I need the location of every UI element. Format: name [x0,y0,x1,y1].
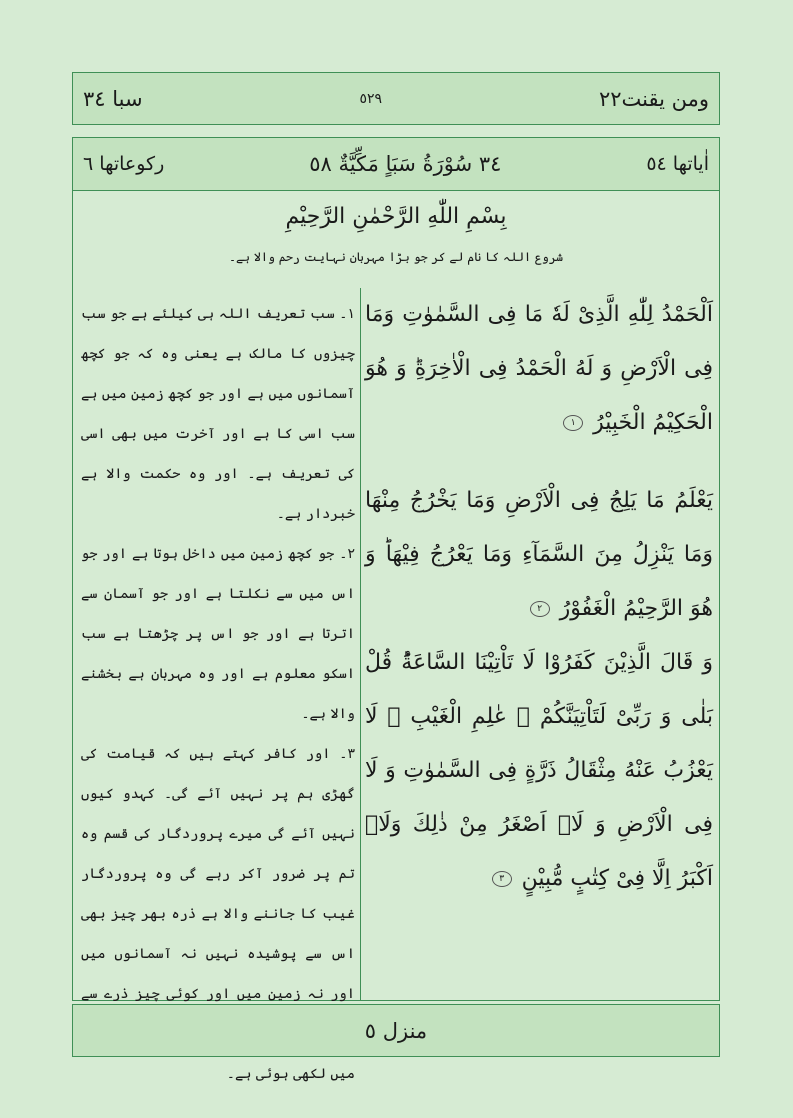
ayah-end-marker-icon: ٣ [492,871,512,887]
ayah-arabic: وَ قَالَ الَّذِيْنَ كَفَرُوْا لَا تَاْتِيْنَا السَّاعَةُؕ قُلْ بَلٰى وَ رَبِّىْ لَتَاْتِيَنَّكُمْ ۙ عٰلِمِ الْغَيْبِ ۚ لَا يَعْزُبُ عَنْهُ مِثْقَالُ ذَرَّةٍ فِى السَّمٰوٰتِ وَ لَا فِى الْاَرْضِ وَ لَاۤ اَصْغَرُ مِنْ ذٰلِكَ وَلَاۤ اَكْبَرُ اِلَّا فِىْ كِتٰبٍ مُّبِيْنٍ ٣ [365,650,713,891]
bismillah: بِسْمِ اللّٰهِ الرَّحْمٰنِ الرَّحِيْمِ [285,204,507,229]
column-divider [360,288,361,1000]
page-number: ٥٢٩ [359,90,383,107]
juz-name: ومن يقنت٢٢ [598,86,709,111]
surah-short-name: سبا ٣٤ [83,86,143,111]
ayah-translation: ۲۔ جو کچھ زمین میں داخل ہوتا ہے اور جو اس میں سے نکلتا ہے اور جو آسمان سے اترتا ہے اور جو اس پر چڑھتا ہے سب اسکو معلوم ہے اور وہ مہربان ہے بخشنے والا ہے۔ [81,546,355,722]
arabic-text-column [365,288,713,906]
urdu-translation-column [81,294,355,1094]
bismillah-translation: شروع اللہ کا نام لے کر جو بڑا مہربان نہایت رحم والا ہے۔ [228,250,564,264]
surah-title: ٣٤ سُوْرَةُ سَبَاٍ مَكِّيَّةٌ ٥٨ [309,152,502,176]
surah-header [73,138,719,191]
ayah-end-marker-icon: ٢ [530,601,550,617]
ayat-count: اٰياتها ٥٤ [646,153,709,175]
ayah-translation: ۳۔ اور کافر کہتے ہیں کہ قیامت کی گھڑی ہم پر نہیں آئے گی۔ کہدو کیوں نہیں آئے گی میرے پروردگار کی قسم وہ تم پر ضرور آکر رہے گی وہ پروردگار غیب کا جاننے والا ہے ذرہ بھر چیز بھی اس سے پوشیدہ نہیں نہ آسمانوں میں اور نہ زمین میں اور کوئی چیز ذرے سے میں لکھی ہوئی ہے۔ [81,746,355,1082]
ayah-translation: ۱۔ سب تعریف اللہ ہی کیلئے ہے جو سب چیزوں کا مالک ہے یعنی وہ کہ جو کچھ آسمانوں میں ہے اور جو کچھ زمین میں ہے سب اسی کا ہے اور آخرت میں بھی اسی کی تعریف ہے۔ اور وہ حکمت والا ہے خبردار ہے۔ [81,306,355,522]
ayah-arabic: اَلْحَمْدُ لِلّٰهِ الَّذِىْ لَهٗ مَا فِى السَّمٰوٰتِ وَمَا فِى الْاَرْضِ وَ لَهُ الْحَمْدُ فِى الْاٰخِرَةِؕ وَ هُوَ الْحَكِيْمُ الْخَبِيْرُ ١ [365,302,713,435]
ruku-count: ركوعاتها ٦ [83,153,165,175]
manzil-label: منزل ٥ [364,1018,428,1043]
ayah-end-marker-icon: ١ [563,415,583,431]
page-footer [72,1004,720,1057]
ayah-arabic: يَعْلَمُ مَا يَلِجُ فِى الْاَرْضِ وَمَا يَخْرُجُ مِنْهَا وَمَا يَنْزِلُ مِنَ السَّمَآءِ وَمَا يَعْرُجُ فِيْهَاؕ وَ هُوَ الرَّحِيْمُ الْغَفُوْرُ ٢ [365,488,713,621]
page-header [72,72,720,125]
